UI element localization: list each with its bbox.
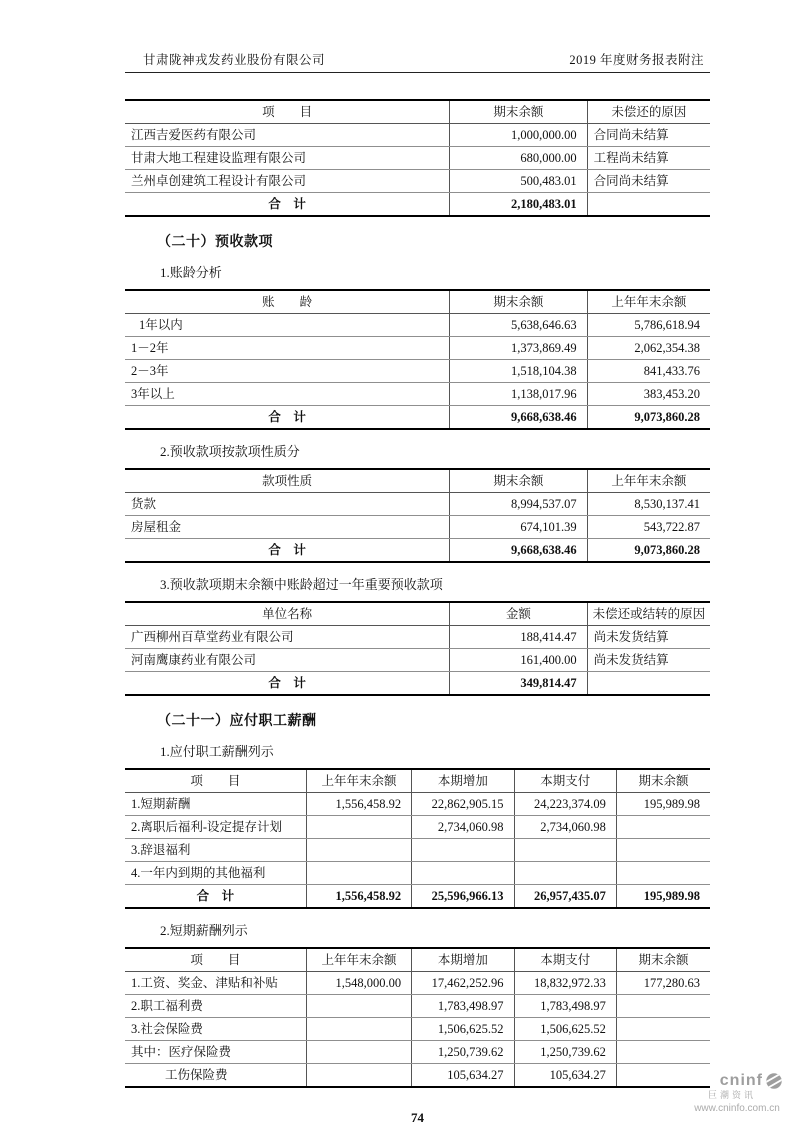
company-name: 甘肃陇神戎发药业股份有限公司 (143, 53, 326, 67)
table-cell (616, 1041, 710, 1064)
cninfo-logo-word: cninf (719, 1072, 763, 1090)
page-number: 74 (411, 1110, 424, 1122)
table-cell (306, 1041, 411, 1064)
overdue-payables-table (125, 99, 710, 217)
table-cell: 9,073,860.28 (634, 543, 700, 557)
table-cell: 500,483.01 (450, 170, 587, 193)
table-row (125, 972, 710, 995)
payroll-payable-table (125, 768, 710, 909)
table-cell: 1－2年 (125, 337, 450, 360)
table-cell: 1,138,017.96 (450, 383, 587, 406)
table-header-row (125, 290, 710, 314)
table-cell: 1,250,739.62 (514, 1041, 616, 1064)
table-cell (514, 862, 616, 885)
table-cell: 2,180,483.01 (450, 193, 587, 217)
table-cell: 合 计 (125, 193, 450, 217)
table-row (125, 1064, 710, 1088)
table-cell: 17,462,252.96 (412, 972, 514, 995)
table-cell: 1,250,739.62 (412, 1041, 514, 1064)
table-row (125, 793, 710, 816)
aging-analysis-table (125, 289, 710, 430)
table-cell: 674,101.39 (450, 516, 587, 539)
table-cell: 工程尚未结算 (587, 147, 710, 170)
advances-over-one-year-table (125, 601, 710, 696)
table-cell: 合同尚未结算 (587, 170, 710, 193)
table-cell (587, 672, 710, 696)
column-header: 上年年末余额 (587, 469, 710, 493)
table-row (125, 383, 710, 406)
table-cell (412, 839, 514, 862)
advances-by-nature-table (125, 468, 710, 563)
column-header: 期末余额 (450, 290, 587, 314)
table-total-row (125, 885, 710, 909)
table-total-row (125, 193, 710, 217)
table-cell: 尚未发货结算 (587, 626, 710, 649)
column-header: 金额 (450, 602, 587, 626)
table-cell: 9,668,638.46 (450, 539, 587, 563)
table-cell: 1.工资、奖金、津贴和补贴 (125, 972, 306, 995)
table-cell: 合同尚未结算 (587, 124, 710, 147)
table-cell (306, 839, 411, 862)
table-total-row (125, 539, 710, 563)
column-header: 项 目 (125, 100, 450, 124)
section-heading-payroll: （二十一）应付职工薪酬 (157, 714, 317, 729)
table-cell (616, 839, 710, 862)
column-header: 项 目 (125, 769, 306, 793)
subheading-aging-analysis: 1.账龄分析 (160, 265, 222, 280)
table-cell: 543,722.87 (587, 516, 710, 539)
table-cell: 合 计 (125, 672, 450, 696)
cninfo-logo-cn: 巨潮资讯 (707, 1090, 756, 1101)
table-row (125, 493, 710, 516)
table-header-row (125, 769, 710, 793)
cninfo-logo-url: www.cninfo.com.cn (694, 1103, 780, 1114)
table-cell (306, 816, 411, 839)
table-cell: 1.短期薪酬 (125, 793, 306, 816)
table-cell: 货款 (125, 493, 450, 516)
table-cell: 其中：医疗保险费 (125, 1041, 306, 1064)
cninfo-swirl-icon (765, 1072, 783, 1090)
table-cell (412, 862, 514, 885)
column-header: 本期增加 (412, 948, 514, 972)
table-cell: 841,433.76 (587, 360, 710, 383)
table-cell: 1,000,000.00 (450, 124, 587, 147)
table-row (125, 816, 710, 839)
table-cell: 1,518,104.38 (450, 360, 587, 383)
table-cell: 1,506,625.52 (412, 1018, 514, 1041)
table-header-row (125, 602, 710, 626)
table-cell: 383,453.20 (587, 383, 710, 406)
table-cell: 3.辞退福利 (125, 839, 306, 862)
table-cell (616, 1018, 710, 1041)
table-cell (306, 1064, 411, 1088)
table-row (125, 360, 710, 383)
table-row (125, 862, 710, 885)
column-header: 上年年末余额 (306, 769, 411, 793)
table-cell: 349,814.47 (450, 672, 587, 696)
subheading-advances-by-nature: 2.预收款项按款项性质分 (160, 444, 300, 459)
table-cell: 188,414.47 (450, 626, 587, 649)
table-row (125, 147, 710, 170)
table-cell: 2.职工福利费 (125, 995, 306, 1018)
table-cell: 105,634.27 (514, 1064, 616, 1088)
table-cell: 1,506,625.52 (514, 1018, 616, 1041)
table-cell: 2,734,060.98 (412, 816, 514, 839)
table-cell: 9,073,860.28 (634, 410, 700, 424)
column-header: 上年年末余额 (306, 948, 411, 972)
table-cell: 1,783,498.97 (514, 995, 616, 1018)
table-cell (514, 839, 616, 862)
table-row (125, 337, 710, 360)
table-cell (306, 862, 411, 885)
column-header: 款项性质 (125, 469, 450, 493)
table-cell: 18,832,972.33 (514, 972, 616, 995)
table-total-row (125, 406, 710, 430)
table-cell: 8,994,537.07 (450, 493, 587, 516)
table-cell: 合 计 (125, 406, 450, 430)
running-header (125, 0, 710, 73)
table-cell: 24,223,374.09 (514, 793, 616, 816)
table-cell: 1年以内 (125, 314, 450, 337)
table-cell (616, 995, 710, 1018)
table-cell (587, 193, 710, 217)
table-cell: 195,989.98 (616, 793, 710, 816)
subheading-payroll-list: 1.应付职工薪酬列示 (160, 744, 274, 759)
column-header: 未偿还的原因 (587, 100, 710, 124)
column-header: 期末余额 (616, 948, 710, 972)
table-cell: 江西吉爱医药有限公司 (125, 124, 450, 147)
table-row (125, 649, 710, 672)
column-header: 期末余额 (616, 769, 710, 793)
table-cell: 5,786,618.94 (587, 314, 710, 337)
table-cell: 甘肃大地工程建设监理有限公司 (125, 147, 450, 170)
table-cell: 广西柳州百草堂药业有限公司 (125, 626, 450, 649)
table-cell (616, 862, 710, 885)
column-header: 上年年末余额 (587, 290, 710, 314)
table-row (125, 314, 710, 337)
subheading-short-term-pay: 2.短期薪酬列示 (160, 923, 248, 938)
table-cell: 工伤保险费 (125, 1064, 306, 1088)
table-cell: 2.离职后福利-设定提存计划 (125, 816, 306, 839)
table-cell: 房屋租金 (125, 516, 450, 539)
table-cell: 4.一年内到期的其他福利 (125, 862, 306, 885)
table-row (125, 995, 710, 1018)
table-cell: 合 计 (125, 885, 306, 909)
table-row (125, 1018, 710, 1041)
table-header-row (125, 469, 710, 493)
table-cell: 5,638,646.63 (450, 314, 587, 337)
table-cell: 8,530,137.41 (587, 493, 710, 516)
table-cell: 1,548,000.00 (306, 972, 411, 995)
table-row (125, 1041, 710, 1064)
table-cell: 河南鹰康药业有限公司 (125, 649, 450, 672)
report-title: 2019 年度财务报表附注 (569, 53, 704, 67)
table-total-row (125, 672, 710, 696)
table-cell: 3.社会保险费 (125, 1018, 306, 1041)
table-cell (306, 995, 411, 1018)
column-header: 账 龄 (125, 290, 450, 314)
table-row (125, 626, 710, 649)
table-header-row (125, 100, 710, 124)
table-cell: 26,957,435.07 (514, 885, 616, 909)
column-header: 期末余额 (450, 100, 587, 124)
section-heading-advances: （二十）预收款项 (157, 235, 273, 250)
column-header: 单位名称 (125, 602, 450, 626)
column-header: 未偿还或结转的原因 (587, 602, 710, 626)
column-header: 本期支付 (514, 769, 616, 793)
table-cell: 195,989.98 (643, 889, 700, 903)
column-header: 本期增加 (412, 769, 514, 793)
table-cell: 2,734,060.98 (514, 816, 616, 839)
table-cell: 177,280.63 (616, 972, 710, 995)
table-row (125, 839, 710, 862)
table-cell: 2－3年 (125, 360, 450, 383)
table-row (125, 124, 710, 147)
table-cell: 1,556,458.92 (306, 885, 411, 909)
column-header: 本期支付 (514, 948, 616, 972)
table-cell: 25,596,966.13 (412, 885, 514, 909)
table-cell: 161,400.00 (450, 649, 587, 672)
table-cell: 680,000.00 (450, 147, 587, 170)
table-cell: 105,634.27 (412, 1064, 514, 1088)
subheading-advances-over-one-year: 3.预收款项期末余额中账龄超过一年重要预收款项 (160, 577, 443, 592)
column-header: 期末余额 (450, 469, 587, 493)
table-row (125, 170, 710, 193)
table-cell (306, 1018, 411, 1041)
table-cell: 9,668,638.46 (450, 406, 587, 430)
table-cell: 兰州卓创建筑工程设计有限公司 (125, 170, 450, 193)
table-cell: 22,862,905.15 (412, 793, 514, 816)
cninfo-logo (687, 1072, 787, 1114)
table-cell: 尚未发货结算 (587, 649, 710, 672)
table-cell: 1,373,869.49 (450, 337, 587, 360)
table-cell: 3年以上 (125, 383, 450, 406)
table-header-row (125, 948, 710, 972)
table-cell: 2,062,354.38 (587, 337, 710, 360)
short-term-pay-table (125, 947, 710, 1088)
column-header: 项 目 (125, 948, 306, 972)
table-cell: 1,556,458.92 (306, 793, 411, 816)
table-cell (616, 816, 710, 839)
table-cell: 合 计 (125, 539, 450, 563)
table-row (125, 516, 710, 539)
table-cell: 1,783,498.97 (412, 995, 514, 1018)
